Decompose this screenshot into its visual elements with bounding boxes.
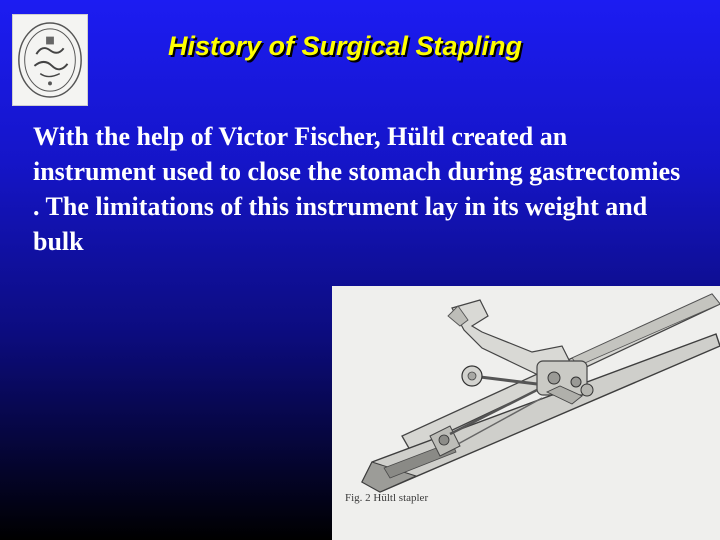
slide-body-text: With the help of Victor Fischer, Hültl created an instrument used to close the stomach during gastrectomies . The limitations of this instrument lay in its weight and bulk [33, 122, 681, 256]
university-emblem-icon [13, 15, 87, 105]
figure-caption: Fig. 2 Hültl stapler [345, 492, 429, 504]
university-logo [12, 14, 88, 106]
slide-title: History of Surgical Stapling [168, 31, 523, 61]
